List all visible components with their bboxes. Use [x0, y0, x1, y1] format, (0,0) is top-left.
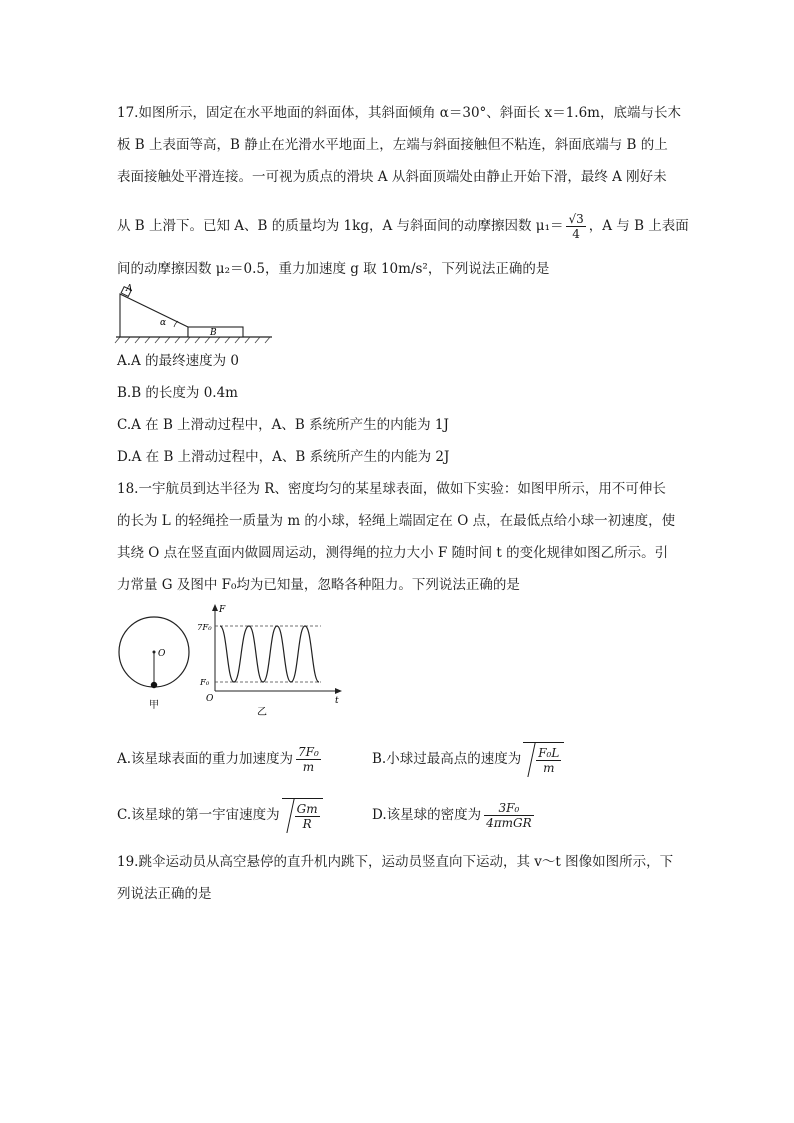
- q19-stem-line-2: 列说法正确的是: [117, 886, 212, 902]
- q18-option-d: [372, 798, 537, 832]
- q18-axis-origin: O: [206, 694, 214, 704]
- q18-stem-line-4: 力常量 G 及图中 F₀均为已知量，忽略各种阻力。下列说法正确的是: [117, 577, 520, 593]
- q17-mu1-num: √3: [568, 212, 584, 226]
- q17-stem-line-4b: ，A 与 B 上表面: [588, 218, 689, 234]
- q18-option-d-text: D.该星球的密度为: [372, 807, 482, 823]
- q18-option-b-fraction: [536, 746, 561, 775]
- q18-option-d-fraction: [484, 801, 534, 830]
- q18-force-graph: [195, 603, 345, 720]
- q18-axis-t: t: [335, 696, 339, 706]
- q17-label-a: A: [126, 284, 133, 294]
- q17-mu1-fraction: [566, 212, 585, 241]
- q18-label-o: O: [158, 649, 166, 659]
- q18-label-jia: 甲: [149, 700, 159, 711]
- q18-option-c-den: R: [302, 817, 312, 831]
- q17-stem-line-1: 17.如图所示，固定在水平地面的斜面体，其斜面倾角 α＝30°、斜面长 x＝1.6m，底端与长木: [117, 105, 681, 121]
- q18-stem-line-1: 18.一宇航员到达半径为 R、密度均匀的某星球表面，做如下实验：如图甲所示，用不可伸长: [117, 481, 666, 497]
- q18-option-d-num: 3F₀: [484, 801, 534, 816]
- q17-stem-line-4: [117, 212, 689, 241]
- q18-stem-line-3: 其绕 O 点在竖直面内做圆周运动，测得绳的拉力大小 F 随时间 t 的变化规律如图乙所示。引: [117, 545, 669, 561]
- q18-tick-f0: F₀: [200, 678, 210, 688]
- q17-stem-line-3: 表面接触处平滑连接。一可视为质点的滑块 A 从斜面顶端处由静止开始下滑，最终 A 刚好未: [117, 169, 667, 185]
- q17-mu1-den: 4: [572, 227, 580, 241]
- q18-option-a-den: m: [302, 760, 315, 774]
- q18-option-b-den: m: [543, 761, 555, 775]
- q17-incline-figure: [112, 282, 277, 344]
- q18-option-a-text: A.该星球表面的重力加速度为: [117, 751, 294, 767]
- q18-circle-figure: [112, 610, 197, 720]
- q18-option-c: [117, 798, 323, 833]
- q17-stem-line-5: 间的动摩擦因数 μ₂＝0.5，重力加速度 g 取 10m/s²，下列说法正确的是: [117, 261, 550, 277]
- q18-option-c-num: Gm: [296, 802, 318, 816]
- q18-stem-line-2: 的长为 L 的轻绳拴一质量为 m 的小球，轻绳上端固定在 O 点，在最低点给小球一初速度，使: [117, 513, 676, 529]
- q18-label-yi: 乙: [257, 707, 267, 718]
- q17-label-alpha: α: [160, 318, 167, 328]
- q18-option-a-num: 7F₀: [298, 745, 319, 759]
- q18-option-c-text: C.该星球的第一宇宙速度为: [117, 807, 280, 823]
- q17-label-b: B: [210, 328, 217, 338]
- q18-option-c-sqrt: [282, 798, 323, 833]
- q18-option-b-sqrt: [523, 742, 564, 777]
- q18-tick-7f0: 7F₀: [197, 623, 212, 633]
- q18-axis-f: F: [219, 605, 226, 615]
- q17-option-c: C.A 在 B 上滑动过程中，A、B 系统所产生的内能为 1J: [117, 417, 449, 433]
- q17-stem-line-4a: 从 B 上滑下。已知 A、B 的质量均为 1kg，A 与斜面间的动摩擦因数 μ₁＝: [117, 218, 564, 234]
- q17-option-a: A.A 的最终速度为 0: [117, 353, 239, 369]
- q18-option-a: [117, 742, 324, 776]
- q19-stem-line-1: 19.跳伞运动员从高空悬停的直升机内跳下，运动员竖直向下运动，其 v～t 图像如图所示，下: [117, 854, 674, 870]
- q17-option-b: B.B 的长度为 0.4m: [117, 385, 238, 401]
- q17-option-d: D.A 在 B 上滑动过程中，A、B 系统所产生的内能为 2J: [117, 449, 450, 465]
- q18-option-a-fraction: [296, 745, 321, 774]
- q18-option-b-num: F₀L: [538, 746, 560, 760]
- q18-option-c-fraction: [295, 802, 320, 831]
- q18-option-b: [372, 742, 564, 777]
- q17-stem-line-2: 板 B 上表面等高，B 静止在光滑水平地面上，左端与斜面接触但不粘连，斜面底端与 B 的上: [117, 137, 668, 153]
- q18-option-d-den: 4πmGR: [486, 816, 532, 830]
- q18-option-b-text: B.小球过最高点的速度为: [372, 751, 522, 767]
